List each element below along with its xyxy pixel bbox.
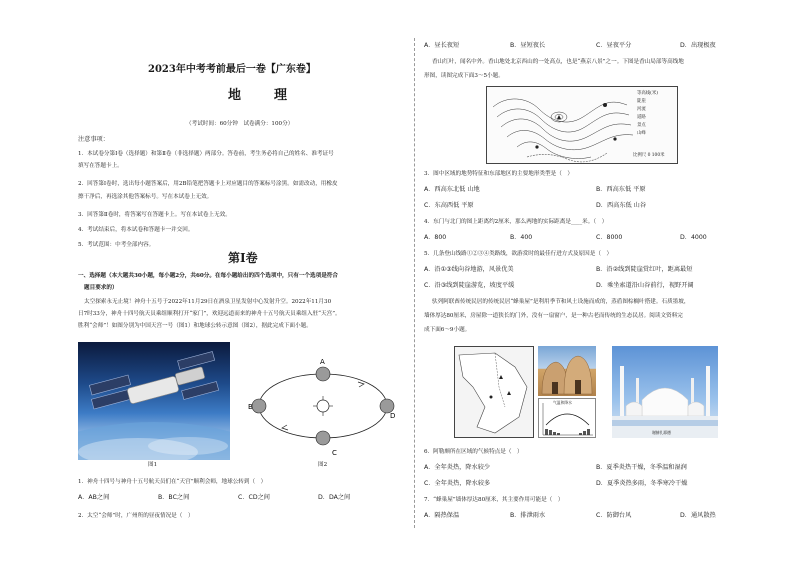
note-line: 4．考试结束后，将本试卷和答题卡一并交回。 [78,227,194,233]
q2-option-d[interactable]: D．出现极夜 [680,42,716,49]
beehive-domes [538,346,596,396]
climate-chart-label: 气温和降水 [553,400,572,405]
note-line: 擦干净后，再选涂其他答案标号。写在本试卷上无效。 [78,194,213,200]
legend-contour: 等高线(米) [637,91,658,96]
q3-option-d[interactable]: D．西高东低 山谷 [596,202,647,209]
region-map-shapes [455,347,534,438]
question-7: 7．“蜂巢屋”墙体厚达80厘米，其主要作用可能是（ ） [424,497,564,503]
note-line: 3．回答第Ⅱ卷时，将答案写在答题卡上。写在本试卷上无效。 [78,212,231,218]
space-station-photo [78,342,230,460]
question-5: 5．几条登山线路①②③④类路线，欲游赏时的最佳行进方式及原因是（ ） [424,251,613,257]
climate-chart [538,398,596,438]
section-title: 第Ⅰ卷 [228,251,258,265]
topographic-map [486,86,678,164]
legend-scenic-spot: 景点 [637,123,646,128]
question-1: 1．神舟十四号与神舟十五号航天员们在“天宫”顺利会师，地球公转到（ ） [78,479,267,485]
map-scale: 比例尺 0 100米 [633,153,665,158]
note-line: 5．考试范围：中考全部内容。 [78,242,155,248]
passage-line: 日7时33分，神舟十四号航天员乘组顺利打开“家门”，欢迎远道而来的神舟十五号航天员乘组入驻“天宫”。 [78,311,341,317]
note-line: 1．本试卷分第Ⅰ卷（选择题）和第Ⅱ卷（非选择题）两部分。答卷前，考生务必将自己的姓名、准考证号 [78,151,334,157]
q5-option-c[interactable]: C．沿③线到陡崖游览，坡度平缓 [424,282,515,289]
question-3: 3．图中区域的地势特征和东部地区的主要地形类型是（ ） [424,171,573,177]
legend-river: 河流 [637,107,646,112]
section-intro: 一、选择题（本大题共30小题，每小题2分，共60分。在每小题给出的四个选项中，只有一个选项是符合 [78,273,338,279]
section-intro: 题目要求的） [84,285,118,291]
passage-2-line: 香山红叶，闻名中外。香山地处北京西山的一处高点，也是“燕京八景”之一。下图是香山局部等高线地 [432,59,684,65]
subject-title: 地 理 [228,88,298,103]
q5-option-a[interactable]: A．沿①③线向谷地游，风景优美 [424,266,514,273]
q6-option-a[interactable]: A．全年炎热，降水较少 [424,464,491,471]
q1-option-c[interactable]: C．CD之间 [238,494,270,501]
q3-option-a[interactable]: A．西高东北低 山地 [424,186,480,193]
figure-1-label: 图1 [148,462,158,468]
column-divider [414,38,415,528]
q6-option-d[interactable]: D．夏季炎热多雨，冬季寒冷干燥 [596,480,688,487]
question-6: 6．阿勒颇所在区域的气候特点是（ ） [424,449,523,455]
q6-option-c[interactable]: C．全年炎热，降水较多 [424,480,491,487]
orbit-label-a: A [320,358,325,366]
question-4: 4．东门与北门的图上距离约2厘米，那么两地的实际距离是____米。（ ） [424,219,608,225]
q5-option-b[interactable]: B．沿②线到陡崖赏红叶，距离最短 [596,266,693,273]
q4-option-b[interactable]: B．400 [510,234,533,241]
q5-option-d[interactable]: D．乘坐索道沿山谷前行，视野开阔 [596,282,694,289]
figure-2-label: 图2 [318,462,328,468]
q7-option-b[interactable]: B．排泄雨水 [510,512,546,519]
orbit-label-c: C [332,449,337,457]
beehive-house-photo [538,346,596,396]
q4-option-a[interactable]: A．800 [424,234,447,241]
q3-option-c[interactable]: C．东高西低 平原 [424,202,474,209]
q7-option-c[interactable]: C．防御台风 [596,512,632,519]
q7-option-a[interactable]: A．隔热保温 [424,512,460,519]
q1-option-d[interactable]: D．DA之间 [318,494,351,501]
orbit-label-b: B [248,403,253,411]
q2-option-a[interactable]: A．昼长夜短 [424,42,460,49]
mosque-illustration [612,346,718,438]
q7-option-d[interactable]: D．通风散热 [680,512,716,519]
passage-3-line: 驮列阿联酋传统民居的传统民居“蜂巢屋”是利用季节和风土设施而成的，蒸盾图棕榈叶搭建。石质墨坡， [432,299,690,305]
q3-option-b[interactable]: B．西高东低 平原 [596,186,646,193]
location-map [454,346,534,438]
exam-title: 2023年中考考前最后一卷【广东卷】 [148,64,316,75]
mosque-caption: 谢赫扎耶德 [652,430,671,435]
passage-2-line: 形图，读图完成下面3～5小题。 [424,73,504,79]
earth-orbit-diagram [248,358,398,458]
q1-option-b[interactable]: B．BC之间 [158,494,190,501]
q4-option-c[interactable]: C．8000 [596,234,623,241]
q1-option-a[interactable]: A．AB之间 [78,494,110,501]
space-station-illustration [78,342,230,460]
orbit-label-d: D [390,412,396,420]
q2-option-b[interactable]: B．昼短夜长 [510,42,546,49]
legend-peak: 山峰 [637,131,646,136]
left-column [78,0,408,562]
notes-heading: 注意事项： [78,136,109,143]
legend-road: 道路 [637,115,646,120]
q4-option-d[interactable]: D．4000 [680,234,707,241]
passage-line: 胜利“会师”！如图分别为中国天宫一号（图1）和地球公转示意图（图2），据此完成下面小题。 [78,323,312,329]
exam-info: （考试时间：60分钟 试卷满分：100分） [186,121,294,127]
mosque-photo [612,346,718,438]
passage-line: 太空探索永无止境！神舟十五号于2022年11月29日在酒泉卫星发射中心发射升空。2022年11月30 [84,299,332,305]
passage-3-line: 成下面6～9小题。 [424,327,471,333]
q2-option-c[interactable]: C．昼夜平分 [596,42,632,49]
right-column [424,0,770,562]
passage-3-line: 墙体厚达80厘米，房屋除一道狭长的门外，没有一扇窗户，是一种古老而传统的生态民居。阅读文资料完 [424,313,683,319]
q6-option-b[interactable]: B．夏季炎热干燥，冬季温和湿润 [596,464,687,471]
note-line: 填写在答题卡上。 [78,163,123,169]
note-line: 2．回答第Ⅰ卷时，选出每小题答案后，用2B铅笔把答题卡上对应题目的答案标号涂黑。如需改动，用橡皮 [78,181,338,187]
legend-cliff: 陡崖 [637,99,646,104]
question-2: 2．太空“会师”时，广州所的昼夜情况是（ ） [78,513,194,519]
